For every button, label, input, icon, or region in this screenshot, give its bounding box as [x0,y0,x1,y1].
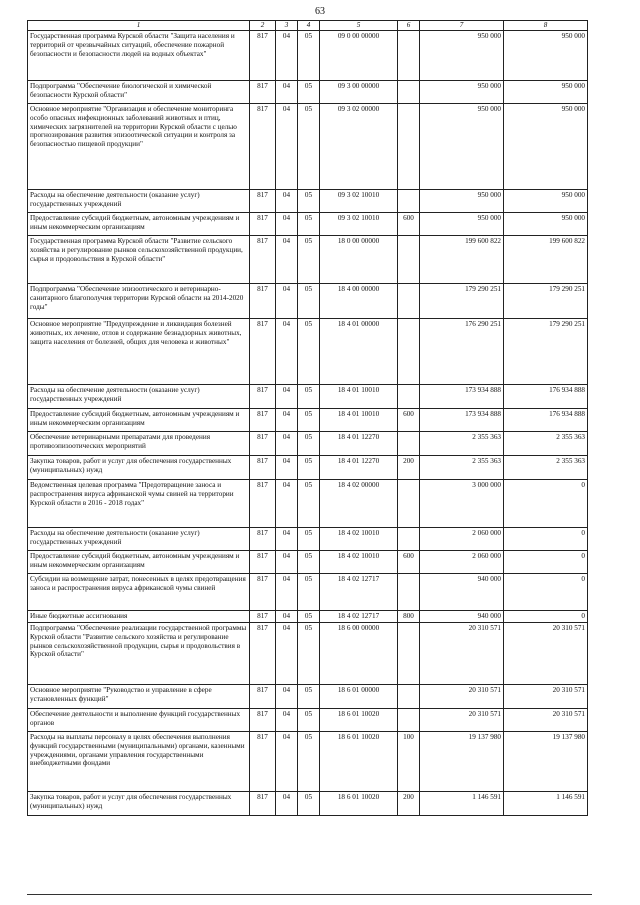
header-row [28,21,588,31]
cell-expense-type: 100 [398,732,420,792]
table-row [28,574,588,611]
cell-amount-2: 0 [504,611,588,623]
row-name: Предоставление субсидий бюджетным, автономным учреждениям и иным некоммерческим организациям [28,551,250,574]
table-row [28,480,588,528]
cell-amount-1: 940 000 [420,574,504,611]
budget-table [27,20,588,816]
cell-section: 04 [276,432,298,456]
row-name: Закупка товаров, работ и услуг для обеспечения государственных (муниципальных) нужд [28,456,250,480]
cell-amount-1: 2 355 363 [420,432,504,456]
cell-subsection: 05 [298,236,320,284]
cell-expense-type [398,709,420,732]
table-row [28,456,588,480]
cell-subsection: 05 [298,284,320,319]
row-name: Подпрограмма "Обеспечение биологической и химической безопасности Курской области" [28,81,250,104]
cell-ministry-code: 817 [250,190,276,213]
cell-amount-2: 2 355 363 [504,456,588,480]
cell-ministry-code: 817 [250,81,276,104]
cell-ministry-code: 817 [250,456,276,480]
cell-ministry-code: 817 [250,792,276,816]
cell-subsection: 05 [298,213,320,236]
header-cell: 4 [298,21,320,31]
cell-target-article: 18 6 01 10020 [320,732,398,792]
cell-amount-2: 20 310 571 [504,623,588,685]
cell-ministry-code: 817 [250,31,276,81]
header-cell: 5 [320,21,398,31]
cell-amount-2: 950 000 [504,104,588,190]
cell-expense-type [398,31,420,81]
cell-section: 04 [276,574,298,611]
cell-expense-type [398,574,420,611]
cell-amount-1: 2 060 000 [420,551,504,574]
cell-target-article: 09 3 00 00000 [320,81,398,104]
cell-expense-type [398,480,420,528]
cell-target-article: 18 4 01 12270 [320,456,398,480]
cell-amount-2: 176 934 888 [504,385,588,409]
cell-section: 04 [276,528,298,551]
cell-amount-2: 19 137 980 [504,732,588,792]
table-row [28,623,588,685]
cell-section: 04 [276,236,298,284]
cell-amount-1: 940 000 [420,611,504,623]
cell-target-article: 18 6 00 00000 [320,623,398,685]
table-row [28,611,588,623]
cell-section: 04 [276,611,298,623]
cell-amount-2: 179 290 251 [504,319,588,385]
cell-amount-2: 0 [504,574,588,611]
cell-expense-type [398,432,420,456]
cell-amount-2: 2 355 363 [504,432,588,456]
table-row [28,213,588,236]
table-row [28,81,588,104]
table-row [28,732,588,792]
table-row [28,284,588,319]
cell-subsection: 05 [298,409,320,432]
cell-subsection: 05 [298,574,320,611]
row-name: Расходы на обеспечение деятельности (оказание услуг) государственных учреждений [28,385,250,409]
table-row [28,236,588,284]
row-name: Государственная программа Курской области "Защита населения и территорий от чрезвычайных ситуаций, обеспечение пожарной безопасности и безопасности людей на водных объектах" [28,31,250,81]
header-cell: 8 [504,21,588,31]
cell-subsection: 05 [298,432,320,456]
cell-target-article: 18 6 01 00000 [320,685,398,709]
cell-ministry-code: 817 [250,709,276,732]
cell-section: 04 [276,213,298,236]
cell-amount-1: 173 934 888 [420,385,504,409]
row-name: Расходы на выплаты персоналу в целях обеспечения выполнения функций государственными (муниципальными) органами, казенными учреждениями, органами управления государственными внебюджетными фондами [28,732,250,792]
cell-subsection: 05 [298,104,320,190]
cell-subsection: 05 [298,81,320,104]
table-row [28,31,588,81]
cell-amount-1: 173 934 888 [420,409,504,432]
cell-ministry-code: 817 [250,409,276,432]
cell-target-article: 09 3 02 00000 [320,104,398,190]
cell-ministry-code: 817 [250,685,276,709]
row-name: Подпрограмма "Обеспечение эпизоотического и ветеринарно-санитарного благополучия территории Курской области на 2014-2020 годы" [28,284,250,319]
cell-target-article: 18 6 01 10020 [320,792,398,816]
cell-amount-1: 20 310 571 [420,709,504,732]
cell-target-article: 09 3 02 10010 [320,190,398,213]
cell-amount-1: 19 137 980 [420,732,504,792]
cell-amount-1: 950 000 [420,190,504,213]
cell-subsection: 05 [298,31,320,81]
cell-target-article: 18 6 01 10020 [320,709,398,732]
cell-expense-type [398,528,420,551]
row-name: Предоставление субсидий бюджетным, автономным учреждениям и иным некоммерческим организациям [28,409,250,432]
header-cell: 6 [398,21,420,31]
cell-section: 04 [276,409,298,432]
cell-section: 04 [276,31,298,81]
cell-ministry-code: 817 [250,432,276,456]
cell-target-article: 18 4 02 12717 [320,611,398,623]
cell-section: 04 [276,709,298,732]
cell-expense-type: 200 [398,792,420,816]
cell-amount-2: 950 000 [504,81,588,104]
cell-section: 04 [276,685,298,709]
cell-section: 04 [276,456,298,480]
table-row [28,528,588,551]
cell-amount-1: 950 000 [420,213,504,236]
cell-expense-type [398,236,420,284]
cell-amount-1: 2 060 000 [420,528,504,551]
cell-section: 04 [276,732,298,792]
cell-subsection: 05 [298,685,320,709]
cell-amount-2: 0 [504,528,588,551]
cell-target-article: 18 4 00 00000 [320,284,398,319]
bottom-rule [27,894,592,895]
cell-expense-type [398,104,420,190]
table-row [28,319,588,385]
cell-subsection: 05 [298,792,320,816]
cell-amount-2: 20 310 571 [504,685,588,709]
table-row [28,709,588,732]
cell-amount-2: 176 934 888 [504,409,588,432]
cell-amount-1: 176 290 251 [420,319,504,385]
row-name: Государственная программа Курской области "Развитие сельского хозяйства и регулирование рынков сельскохозяйственной продукции, сырья и продовольствия в Курской области" [28,236,250,284]
cell-expense-type [398,190,420,213]
cell-expense-type [398,319,420,385]
cell-section: 04 [276,385,298,409]
cell-ministry-code: 817 [250,385,276,409]
table-row [28,551,588,574]
cell-amount-2: 950 000 [504,190,588,213]
cell-subsection: 05 [298,709,320,732]
cell-amount-1: 950 000 [420,104,504,190]
cell-section: 04 [276,480,298,528]
cell-section: 04 [276,792,298,816]
cell-ministry-code: 817 [250,574,276,611]
cell-section: 04 [276,104,298,190]
cell-target-article: 18 4 02 10010 [320,528,398,551]
cell-target-article: 09 0 00 00000 [320,31,398,81]
cell-expense-type [398,385,420,409]
row-name: Иные бюджетные ассигнования [28,611,250,623]
cell-ministry-code: 817 [250,611,276,623]
cell-ministry-code: 817 [250,528,276,551]
cell-amount-2: 0 [504,551,588,574]
cell-section: 04 [276,190,298,213]
cell-ministry-code: 817 [250,623,276,685]
cell-ministry-code: 817 [250,104,276,190]
cell-expense-type [398,623,420,685]
cell-target-article: 18 4 01 12270 [320,432,398,456]
cell-ministry-code: 817 [250,236,276,284]
cell-subsection: 05 [298,623,320,685]
cell-expense-type: 600 [398,213,420,236]
row-name: Обеспечение деятельности и выполнение функций государственных органов [28,709,250,732]
cell-ministry-code: 817 [250,732,276,792]
cell-section: 04 [276,319,298,385]
cell-amount-2: 0 [504,480,588,528]
cell-expense-type: 600 [398,551,420,574]
cell-ministry-code: 817 [250,213,276,236]
cell-amount-2: 950 000 [504,31,588,81]
cell-ministry-code: 817 [250,551,276,574]
table-row [28,385,588,409]
cell-amount-1: 199 600 822 [420,236,504,284]
cell-target-article: 18 4 01 00000 [320,319,398,385]
cell-subsection: 05 [298,611,320,623]
cell-section: 04 [276,623,298,685]
cell-target-article: 18 4 01 10010 [320,385,398,409]
page-number: 63 [315,6,325,17]
cell-amount-2: 179 290 251 [504,284,588,319]
cell-target-article: 18 4 02 00000 [320,480,398,528]
cell-amount-2: 199 600 822 [504,236,588,284]
cell-expense-type: 800 [398,611,420,623]
row-name: Обеспечение ветеринарными препаратами для проведения противоэпизоотических мероприятий [28,432,250,456]
cell-subsection: 05 [298,528,320,551]
table-row [28,685,588,709]
row-name: Предоставление субсидий бюджетным, автономным учреждениям и иным некоммерческим организациям [28,213,250,236]
cell-ministry-code: 817 [250,480,276,528]
cell-target-article: 18 4 01 10010 [320,409,398,432]
cell-amount-1: 3 000 000 [420,480,504,528]
cell-ministry-code: 817 [250,284,276,319]
cell-subsection: 05 [298,190,320,213]
cell-subsection: 05 [298,385,320,409]
row-name: Основное мероприятие "Предупреждение и ликвидация болезней животных, их лечение, отлов и содержание безнадзорных животных, защита населения от болезней, общих для человека и животных" [28,319,250,385]
table-row [28,409,588,432]
cell-amount-2: 950 000 [504,213,588,236]
cell-amount-1: 20 310 571 [420,623,504,685]
cell-amount-1: 179 290 251 [420,284,504,319]
cell-subsection: 05 [298,551,320,574]
cell-section: 04 [276,551,298,574]
header-cell: 2 [250,21,276,31]
cell-target-article: 09 3 02 10010 [320,213,398,236]
cell-subsection: 05 [298,319,320,385]
row-name: Расходы на обеспечение деятельности (оказание услуг) государственных учреждений [28,528,250,551]
table-row [28,432,588,456]
cell-expense-type [398,284,420,319]
cell-expense-type [398,81,420,104]
header-cell: 7 [420,21,504,31]
cell-amount-2: 20 310 571 [504,709,588,732]
row-name: Ведомственная целевая программа "Предотвращение заноса и распространения вируса африканской чумы свиней на территории Курской области в 2016 - 2018 годах" [28,480,250,528]
cell-expense-type: 600 [398,409,420,432]
cell-target-article: 18 4 02 12717 [320,574,398,611]
cell-target-article: 18 0 00 00000 [320,236,398,284]
cell-expense-type: 200 [398,456,420,480]
row-name: Основное мероприятие "Руководство и управление в сфере установленных функций" [28,685,250,709]
row-name: Субсидии на возмещение затрат, понесенных в целях предотвращения заноса и распространения вируса африканской чумы свиней [28,574,250,611]
cell-section: 04 [276,284,298,319]
cell-amount-2: 1 146 591 [504,792,588,816]
row-name: Расходы на обеспечение деятельности (оказание услуг) государственных учреждений [28,190,250,213]
header-cell: 3 [276,21,298,31]
cell-section: 04 [276,81,298,104]
cell-ministry-code: 817 [250,319,276,385]
cell-amount-1: 2 355 363 [420,456,504,480]
header-cell: 1 [28,21,250,31]
cell-subsection: 05 [298,480,320,528]
table-row [28,104,588,190]
cell-amount-1: 950 000 [420,31,504,81]
cell-target-article: 18 4 02 10010 [320,551,398,574]
table-row [28,190,588,213]
row-name: Подпрограмма "Обеспечение реализации государственной программы Курской области "Развитие сельского хозяйства и регулирование рынков сельскохозяйственной продукции, сырья и продовольствия в Курской области" [28,623,250,685]
cell-subsection: 05 [298,456,320,480]
row-name: Основное мероприятие "Организация и обеспечение мониторинга особо опасных инфекционных заболеваний животных и птиц, химических загрязнителей на территории Курской области с целью прогнозирования развития эпизоотической ситуации и контроля за безопасностью пищевой продукции" [28,104,250,190]
cell-amount-1: 1 146 591 [420,792,504,816]
cell-amount-1: 20 310 571 [420,685,504,709]
cell-amount-1: 950 000 [420,81,504,104]
cell-subsection: 05 [298,732,320,792]
row-name: Закупка товаров, работ и услуг для обеспечения государственных (муниципальных) нужд [28,792,250,816]
cell-expense-type [398,685,420,709]
table-row [28,792,588,816]
